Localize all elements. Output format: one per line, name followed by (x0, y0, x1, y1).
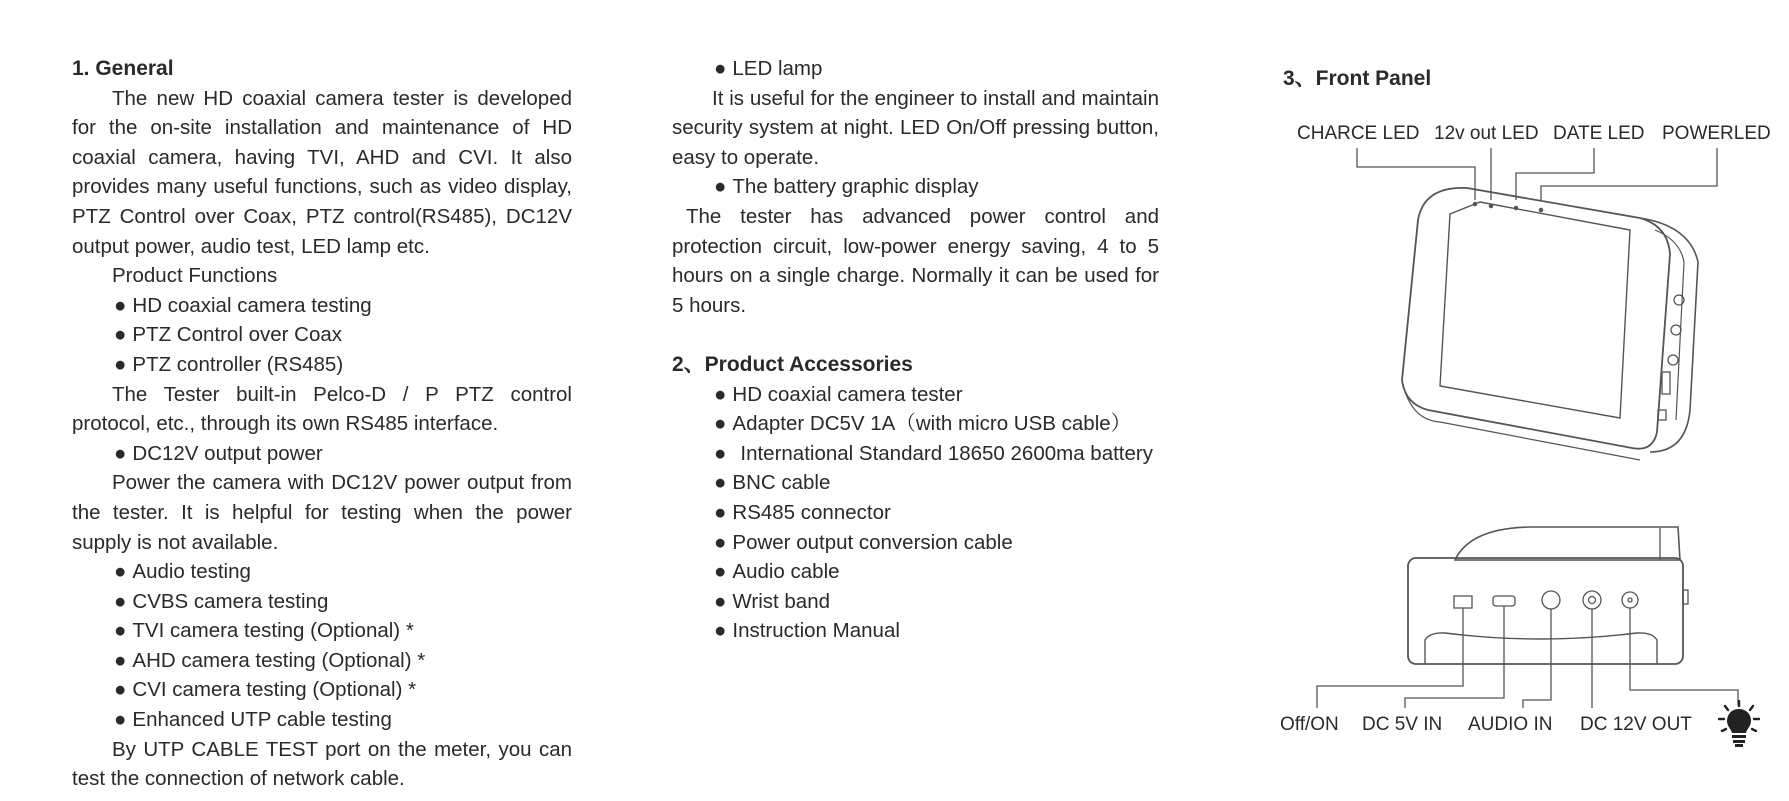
list-item: ● AHD camera testing (Optional) * (72, 646, 572, 676)
bullet-icon: ● (114, 441, 127, 465)
front-panel-diagram (1270, 140, 1770, 740)
bullet-icon: ● (714, 441, 727, 465)
tester-bottom-view (1408, 527, 1688, 664)
list-item: ● Wrist band (672, 587, 1159, 617)
leader-line-offon (1317, 608, 1463, 708)
bullet-icon: ● (114, 293, 127, 317)
label-dc5v-in: DC 5V IN (1362, 714, 1443, 735)
bullet-icon: ● (114, 352, 127, 376)
leader-line-lamp (1630, 608, 1738, 705)
section-heading-accessories: 2、Product Accessories (672, 352, 913, 376)
list-item: ● LED lamp (672, 54, 1159, 84)
led-paragraph: It is useful for the engineer to install and maintain security system at night. LED On/Off pressing button, easy to operate. (672, 86, 1159, 169)
bullet-icon: ● (714, 175, 727, 199)
bullet-icon: ● (714, 560, 727, 584)
label-12v-out-led: 12v out LED (1434, 123, 1539, 144)
function-list-b (72, 557, 572, 735)
list-item: ● Power output conversion cable (672, 528, 1159, 558)
battery-paragraph: The tester has advanced power control and protection circuit, low-power energy saving, 4 to 5 hours on a single charge. Normally it can be used for 5 hours. (672, 204, 1159, 317)
list-item: ● Instruction Manual (672, 616, 1159, 646)
leader-line-audio (1523, 609, 1551, 708)
list-item: ● PTZ Control over Coax (72, 320, 572, 350)
list-item: ● HD coaxial camera tester (672, 380, 1159, 410)
bullet-icon: ● (114, 648, 127, 672)
bullet-icon: ● (114, 589, 127, 613)
list-item: ● PTZ controller (RS485) (72, 350, 572, 380)
column-accessories (672, 54, 1159, 646)
list-item: ● International Standard 18650 2600ma battery (714, 441, 1153, 465)
list-item: ● BNC cable (672, 468, 1159, 498)
accessory-list-a (672, 380, 1159, 439)
general-intro-paragraph: The new HD coaxial camera tester is developed for the on-site installation and maintenance of HD coaxial camera, having TVI, AHD and CVI. It also provides many useful functions, such as video display, PTZ Control over Coax, PTZ control(RS485), DC12V output power, audio test, LED lamp etc. (72, 86, 572, 258)
bullet-icon: ● (114, 708, 127, 732)
leader-line-charge (1357, 148, 1475, 200)
list-item: ● Audio cable (672, 557, 1159, 587)
bullet-icon: ● (714, 530, 727, 554)
utp-paragraph: By UTP CABLE TEST port on the meter, you can test the connection of network cable. (72, 737, 572, 791)
label-dc12v-out: DC 12V OUT (1580, 714, 1692, 735)
bullet-icon: ● (714, 619, 727, 643)
list-item: ● The battery graphic display (672, 172, 1159, 202)
led-lamp-icon (1718, 700, 1760, 748)
bullet-icon: ● (114, 560, 127, 584)
label-power-led: POWERLED (1662, 123, 1771, 144)
label-audio-in: AUDIO IN (1468, 714, 1553, 735)
list-item: ● CVBS camera testing (72, 587, 572, 617)
bullet-icon: ● (114, 323, 127, 347)
section-heading-front-panel: 3、Front Panel (1283, 67, 1432, 90)
dc12-paragraph: Power the camera with DC12V power output from the tester. It is helpful for testing when the power supply is not available. (72, 471, 572, 554)
list-item: ● RS485 connector (672, 498, 1159, 528)
rs485-paragraph: The Tester built-in Pelco-D / P PTZ control protocol, etc., through its own RS485 interface. (72, 382, 572, 436)
function-list-a (72, 291, 572, 380)
product-functions-label: Product Functions (112, 264, 278, 288)
bullet-icon: ● (714, 382, 727, 406)
bullet-icon: ● (114, 678, 127, 702)
list-item: ● TVI camera testing (Optional) * (72, 616, 572, 646)
accessory-list-b (672, 468, 1159, 646)
leader-line-power (1541, 148, 1717, 200)
list-item: ● Audio testing (72, 557, 572, 587)
list-item: ● CVI camera testing (Optional) * (72, 675, 572, 705)
section-heading-general: 1. General (72, 57, 174, 80)
bullet-icon: ● (114, 619, 127, 643)
bullet-icon: ● (714, 57, 727, 80)
tester-front-view (1402, 188, 1698, 460)
leader-line-date (1516, 148, 1594, 200)
list-item: ● Enhanced UTP cable testing (72, 705, 572, 735)
label-charge-led: CHARCE LED (1297, 123, 1420, 144)
bullet-icon: ● (714, 500, 727, 524)
bullet-icon: ● (714, 412, 727, 436)
label-date-led: DATE LED (1553, 123, 1645, 144)
column-general (72, 54, 572, 794)
leader-line-dc5v (1405, 606, 1504, 708)
list-item: ● HD coaxial camera testing (72, 291, 572, 321)
bullet-icon: ● (714, 589, 727, 613)
list-item: ● DC12V output power (72, 439, 572, 469)
list-item: ● Adapter DC5V 1A（with micro USB cable） (672, 409, 1159, 439)
bullet-icon: ● (714, 471, 727, 495)
label-off-on: Off/ON (1280, 714, 1339, 735)
